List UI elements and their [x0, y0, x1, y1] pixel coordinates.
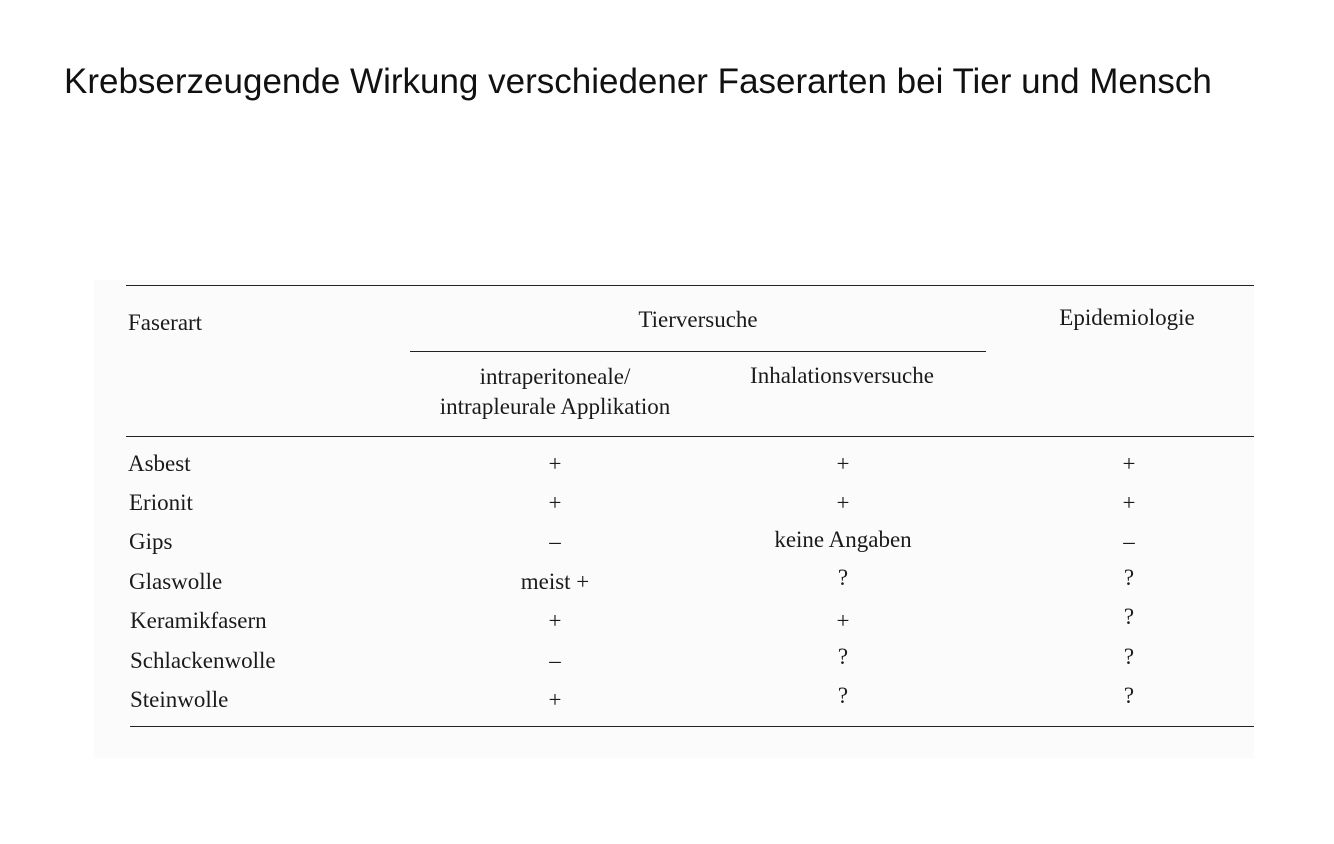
cell-epidemiologie: ? [1123, 565, 1135, 590]
cell-inhalation: ? [837, 565, 849, 590]
cell-epidemiologie: + [1122, 490, 1136, 515]
header-epidemiologie: Epidemiologie [1059, 305, 1195, 330]
cell-epidemiologie: + [1122, 451, 1136, 476]
table-row [94, 683, 1254, 727]
cell-faserart: Gips [129, 529, 173, 554]
cell-epidemiologie: – [1123, 529, 1135, 554]
cell-epidemiologie: ? [1123, 644, 1135, 669]
header-tierversuche: Tierversuche [638, 307, 758, 332]
cell-faserart: Schlackenwolle [130, 648, 276, 673]
scanned-table-image [94, 280, 1254, 758]
cell-intraperitoneal: + [548, 490, 562, 515]
header-intraperitoneal-line2: intrapleurale Applikation [439, 394, 671, 419]
cell-intraperitoneal: meist + [520, 569, 590, 594]
cell-inhalation: + [836, 490, 850, 515]
header-inhalation: Inhalationsversuche [750, 363, 934, 388]
header-faserart: Faserart [128, 310, 203, 335]
cell-intraperitoneal: + [548, 451, 562, 476]
header-bottom-rule [126, 436, 1254, 437]
cell-intraperitoneal: + [548, 687, 562, 712]
header-intraperitoneal-line1: intraperitoneale/ [479, 364, 631, 389]
table-row [94, 644, 1254, 688]
page-title: Krebserzeugende Wirkung verschiedener Faserarten bei Tier und Mensch [64, 62, 1212, 101]
cell-inhalation: ? [837, 683, 849, 708]
table-row [94, 490, 1254, 530]
cell-intraperitoneal: – [549, 648, 561, 673]
cell-epidemiologie: ? [1123, 604, 1135, 629]
cell-faserart: Keramikfasern [130, 608, 267, 633]
cell-intraperitoneal: + [548, 608, 562, 633]
table-row [94, 529, 1254, 569]
cell-epidemiologie: ? [1123, 683, 1135, 708]
tierversuche-underline [410, 351, 986, 352]
table-row [94, 565, 1254, 609]
cell-inhalation: + [836, 608, 850, 633]
cell-inhalation: ? [837, 644, 849, 669]
fiber-table [94, 280, 1254, 758]
cell-inhalation: + [836, 451, 850, 476]
table-row [94, 604, 1254, 648]
cell-intraperitoneal: – [549, 529, 561, 554]
cell-faserart: Steinwolle [130, 687, 229, 712]
cell-faserart: Asbest [128, 451, 191, 476]
table-row [94, 451, 1254, 491]
cell-inhalation: keine Angaben [774, 527, 912, 552]
top-rule [126, 285, 1254, 286]
cell-faserart: Glaswolle [129, 569, 223, 594]
cell-faserart: Erionit [129, 490, 193, 515]
